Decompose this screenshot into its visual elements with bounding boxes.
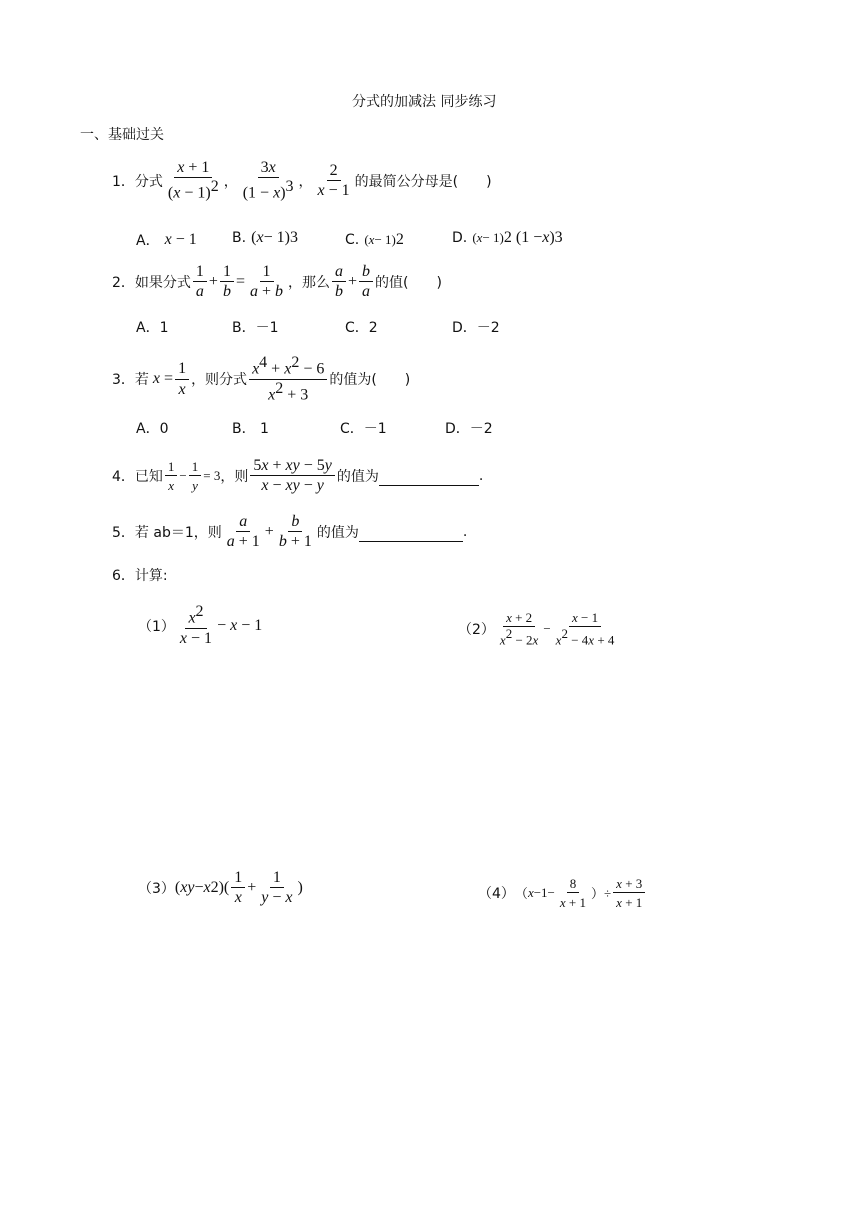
option-d: D．－2 bbox=[452, 320, 500, 336]
question-2: 2． 如果分式 $\frac{1}{a}$ + $\frac{1}{b}$ = $\frac{1}{a + b}$ ，那么 $\frac{a}{b}$ + $\frac{b}{a}$ 的值( ) bbox=[112, 263, 442, 301]
question-number: 5． bbox=[112, 524, 135, 541]
question-text: 的最简公分母是( ) bbox=[354, 173, 492, 190]
fraction: $\frac{a}{a + 1}$ bbox=[226, 513, 260, 551]
question-text: ，则 bbox=[220, 468, 249, 485]
fraction: $\frac{1}{x}$ bbox=[175, 359, 189, 399]
option-d: D．－2 bbox=[445, 421, 493, 437]
question-text: ，那么 bbox=[288, 274, 331, 291]
fraction: $\frac{1}{x}$ bbox=[165, 457, 178, 495]
question-number: 6． bbox=[112, 568, 135, 584]
question-6 bbox=[112, 565, 168, 585]
option-a: A．1 bbox=[136, 320, 169, 336]
question-text: 的值为 bbox=[316, 524, 359, 541]
fraction: $\frac{1}{y - x}$ bbox=[261, 869, 293, 907]
question-text: 的值为 bbox=[336, 468, 379, 485]
fraction: $\frac{1}{x}$ bbox=[231, 868, 245, 908]
question-text: 已知 bbox=[134, 468, 163, 485]
question-text: 的值( ) bbox=[375, 274, 442, 291]
question-text: 分式 bbox=[134, 173, 163, 190]
section-heading: 一、基础过关 bbox=[80, 127, 164, 143]
fraction: $\frac{x^4 + x^2 - 6}{x^2 + 3}$ bbox=[249, 354, 327, 404]
question-5: 5． 若 ab＝1，则 $\frac{a}{a + 1}$ + $\frac{b}{b + 1}$ 的值为 . bbox=[112, 513, 468, 551]
option-c: C. ( x − 1) 2 bbox=[345, 230, 404, 248]
fraction: $\frac{1}{y}$ bbox=[189, 457, 202, 495]
fraction: $\frac{x - 1}{x^2 - 4x + 4}$ bbox=[555, 610, 615, 648]
option-a: A． x − 1 bbox=[136, 231, 197, 249]
question-text: 计算: bbox=[134, 568, 168, 584]
fraction: $\frac{x^2}{x - 1}$ bbox=[179, 603, 213, 647]
fraction: $\frac{2}{x - 1}$ bbox=[317, 161, 350, 200]
sub-question-1: （1） $\frac{x^2}{x - 1}$ − x − 1 bbox=[138, 603, 263, 647]
fraction: $\frac{1}{b}$ bbox=[220, 262, 234, 302]
option-b: B. ( x − 1) 3 bbox=[232, 228, 298, 246]
page-title: 分式的加减法 同步练习 bbox=[352, 94, 497, 110]
option-a: A．0 bbox=[136, 421, 169, 437]
question-1: 1． 分式 $\frac{x + 1}{(x - 1)^2}$ ， $\frac{3x}{(1 - x)^3}$ ， $\frac{2}{x - 1}$ 的最简公分母是( ) bbox=[112, 159, 492, 202]
question-4: 4． 已知 $\frac{1}{x}$ − $\frac{1}{y}$ = 3 ，则 $\frac{5x + xy - 5y}{x - xy - y}$ 的值为 . bbox=[112, 457, 484, 495]
question-text: 若 ab＝1，则 bbox=[134, 524, 222, 541]
fraction: $\frac{b}{a}$ bbox=[359, 262, 373, 302]
option-c: C．－1 bbox=[340, 421, 387, 437]
fraction: $\frac{1}{a + b}$ bbox=[249, 263, 284, 301]
question-number: 2． bbox=[112, 274, 135, 291]
sub-question-4: （4） （ x −1− $\frac{8}{x + 1}$ ）÷ $\frac{x + 3}{x + 1}$ bbox=[478, 874, 647, 912]
option-b: B．－1 bbox=[232, 320, 279, 336]
question-3: 3． 若 x = $\frac{1}{x}$ ，则分式 $\frac{x^4 + x^2 - 6}{x^2 + 3}$ 的值为( ) bbox=[112, 354, 411, 404]
fraction: $\frac{1}{a}$ bbox=[193, 262, 207, 302]
fraction: $\frac{3x}{(1 - x)^3}$ bbox=[242, 159, 294, 202]
fraction: $\frac{a}{b}$ bbox=[332, 262, 346, 302]
sub-question-2: （2） $\frac{x + 2}{x^2 - 2x}$ − $\frac{x - 1}{x^2 - 4x + 4}$ bbox=[458, 608, 619, 649]
sub-question-3: （3） ( xy − x 2 )( $\frac{1}{x}$ + $\frac{1}{y - x}$ ) bbox=[138, 869, 303, 907]
option-c: C．2 bbox=[345, 320, 378, 336]
question-number: 3． bbox=[112, 372, 135, 389]
question-number: 1． bbox=[112, 173, 135, 190]
question-number: 4． bbox=[112, 468, 135, 485]
fraction: $\frac{5x + xy - 5y}{x - xy - y}$ bbox=[250, 456, 334, 496]
fraction: $\frac{x + 1}{(x - 1)^2}$ bbox=[167, 159, 219, 202]
option-d: D. ( x − 1) 2 (1 − x ) 3 bbox=[452, 228, 563, 246]
fraction: $\frac{b}{b + 1}$ bbox=[278, 513, 312, 551]
question-text: ，则分式 bbox=[191, 372, 248, 389]
fraction: $\frac{8}{x + 1}$ bbox=[559, 876, 587, 911]
question-text: 若 bbox=[134, 372, 149, 389]
question-text: 如果分式 bbox=[134, 274, 191, 291]
answer-blank[interactable] bbox=[359, 522, 463, 542]
fraction: $\frac{x + 3}{x + 1}$ bbox=[613, 874, 645, 912]
answer-blank[interactable] bbox=[379, 466, 479, 486]
question-text: 的值为( ) bbox=[329, 372, 411, 389]
option-b: B． 1 bbox=[232, 421, 269, 437]
fraction: $\frac{x + 2}{x^2 - 2x}$ bbox=[499, 610, 539, 648]
